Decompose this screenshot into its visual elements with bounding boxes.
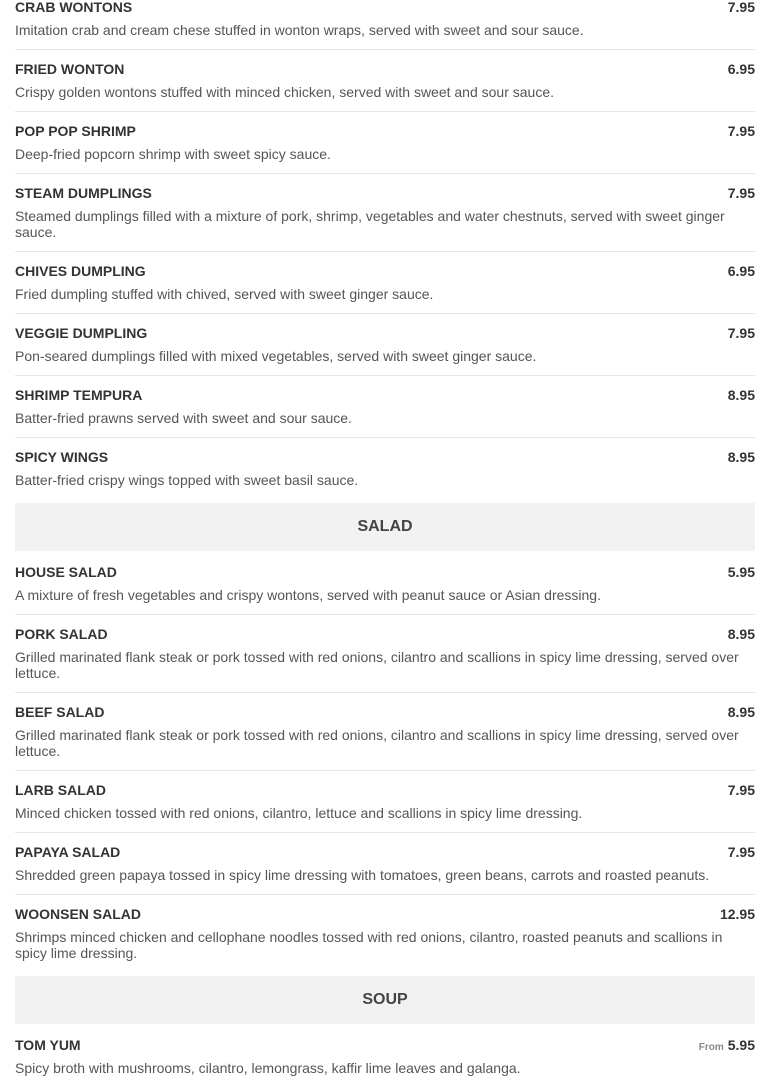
menu-item-price: 8.95 [727, 626, 755, 642]
menu-item-price: 7.95 [727, 185, 755, 201]
menu-item-name: FRIED WONTON [15, 61, 125, 77]
menu-item-price: 6.95 [727, 61, 755, 77]
menu-item-description: Imitation crab and cream chese stuffed in wonton wraps, served with sweet and sour sauce. [15, 22, 584, 38]
price-from-label: From [698, 1042, 724, 1053]
menu-item-header [15, 704, 755, 721]
menu-item-price-wrap [720, 906, 755, 923]
menu-item-description: Batter-fried crispy wings topped with sweet basil sauce. [15, 472, 359, 488]
menu-item-price: 7.95 [727, 123, 755, 139]
menu-item-description: Deep-fried popcorn shrimp with sweet spicy sauce. [15, 146, 331, 162]
menu-item-name: POP POP SHRIMP [15, 123, 136, 139]
menu-item-description: Pon-seared dumplings filled with mixed vegetables, served with sweet ginger sauce. [15, 348, 537, 364]
menu-item-name: PORK SALAD [15, 626, 108, 642]
menu-item[interactable] [15, 438, 755, 501]
menu-item-header [15, 906, 755, 923]
menu-item-header [15, 325, 755, 342]
menu-item-description: Grilled marinated flank steak or pork tossed with red onions, cilantro and scallions in spicy lime dressing, served over lettuce. [15, 727, 739, 759]
menu-item[interactable] [15, 553, 755, 615]
menu-item[interactable] [15, 833, 755, 895]
menu-item-price: 7.95 [727, 0, 755, 15]
menu-item-description: Batter-fried prawns served with sweet and sour sauce. [15, 410, 352, 426]
menu-item-price-wrap [728, 61, 755, 78]
menu-item-name: BEEF SALAD [15, 704, 105, 720]
menu-item-name: STEAM DUMPLINGS [15, 185, 152, 201]
menu-item-name: LARB SALAD [15, 782, 106, 798]
menu-item-price-wrap [728, 185, 755, 202]
menu-item-price: 12.95 [719, 906, 755, 922]
section-header-salad: SALAD [15, 503, 755, 551]
menu-item-price: 6.95 [727, 263, 755, 279]
menu-item-header [15, 123, 755, 140]
menu-item-price: 5.95 [727, 1037, 755, 1053]
menu-list [15, 0, 755, 1089]
menu-item-name: VEGGIE DUMPLING [15, 325, 148, 341]
menu-item-header [15, 564, 755, 581]
menu-item-price: 5.95 [727, 564, 755, 580]
menu-item-price-wrap [728, 626, 755, 643]
menu-item-price: 8.95 [727, 449, 755, 465]
menu-item[interactable] [15, 50, 755, 112]
menu-item[interactable] [15, 174, 755, 252]
menu-item-price-wrap [728, 325, 755, 342]
menu-item-description: Shrimps minced chicken and cellophane noodles tossed with red onions, cilantro, roasted peanuts and scallions in spicy lime dressing. [15, 929, 723, 961]
menu-item[interactable] [15, 376, 755, 438]
menu-item-description: A mixture of fresh vegetables and crispy wontons, served with peanut sauce or Asian dressing. [15, 587, 601, 603]
menu-item-price-wrap [728, 704, 755, 721]
menu-item-name: WOONSEN SALAD [15, 906, 141, 922]
menu-item-price-wrap [728, 263, 755, 280]
menu-item[interactable] [15, 615, 755, 693]
menu-item[interactable] [15, 895, 755, 974]
menu-item-price-wrap [728, 387, 755, 404]
menu-item-description: Spicy broth with mushrooms, cilantro, lemongrass, kaffir lime leaves and galanga. [15, 1060, 521, 1076]
menu-item[interactable] [15, 314, 755, 376]
menu-item-price-wrap [728, 0, 755, 16]
menu-item-price: 8.95 [727, 704, 755, 720]
menu-item-description: Grilled marinated flank steak or pork tossed with red onions, cilantro and scallions in spicy lime dressing, served over lettuce. [15, 649, 739, 681]
menu-item-price-wrap [728, 123, 755, 140]
menu-item-header [15, 844, 755, 861]
menu-item-description: Steamed dumplings filled with a mixture of pork, shrimp, vegetables and water chestnuts, served with sweet ginger sauce. [15, 208, 725, 240]
menu-item-header [15, 0, 755, 16]
menu-item-price: 8.95 [727, 387, 755, 403]
menu-item-price-wrap [728, 782, 755, 799]
menu-item-name: SHRIMP TEMPURA [15, 387, 143, 403]
menu-item[interactable] [15, 252, 755, 314]
menu-item-price: 7.95 [727, 844, 755, 860]
menu-item-price: 7.95 [727, 325, 755, 341]
section-header-soup: SOUP [15, 976, 755, 1024]
menu-item-header [15, 449, 755, 466]
menu-item[interactable] [15, 771, 755, 833]
menu-item-name: SPICY WINGS [15, 449, 109, 465]
menu-item-name: HOUSE SALAD [15, 564, 117, 580]
menu-item-price-wrap [728, 449, 755, 466]
menu-item-description: Minced chicken tossed with red onions, cilantro, lettuce and scallions in spicy lime dressing. [15, 805, 583, 821]
menu-item-header [15, 185, 755, 202]
menu-item-name: CRAB WONTONS [15, 0, 133, 15]
menu-item-header [15, 263, 755, 280]
menu-item-price-wrap [728, 564, 755, 581]
menu-item[interactable] [15, 1026, 755, 1089]
menu-item-description: Crispy golden wontons stuffed with minced chicken, served with sweet and sour sauce. [15, 84, 555, 100]
menu-item-price: 7.95 [727, 782, 755, 798]
menu-item-description: Shredded green papaya tossed in spicy lime dressing with tomatoes, green beans, carrots and roasted peanuts. [15, 867, 710, 883]
menu-item-price-wrap [728, 844, 755, 861]
menu-item-description: Fried dumpling stuffed with chived, served with sweet ginger sauce. [15, 286, 434, 302]
menu-item-name: PAPAYA SALAD [15, 844, 121, 860]
menu-item[interactable] [15, 0, 755, 50]
menu-item[interactable] [15, 693, 755, 771]
menu-item-header [15, 387, 755, 404]
menu-item-header [15, 61, 755, 78]
menu-item[interactable] [15, 112, 755, 174]
menu-item-name: TOM YUM [15, 1037, 81, 1053]
menu-item-name: CHIVES DUMPLING [15, 263, 146, 279]
menu-item-header [15, 626, 755, 643]
menu-item-header [15, 1037, 755, 1054]
menu-item-header [15, 782, 755, 799]
menu-item-price-wrap [699, 1037, 755, 1056]
